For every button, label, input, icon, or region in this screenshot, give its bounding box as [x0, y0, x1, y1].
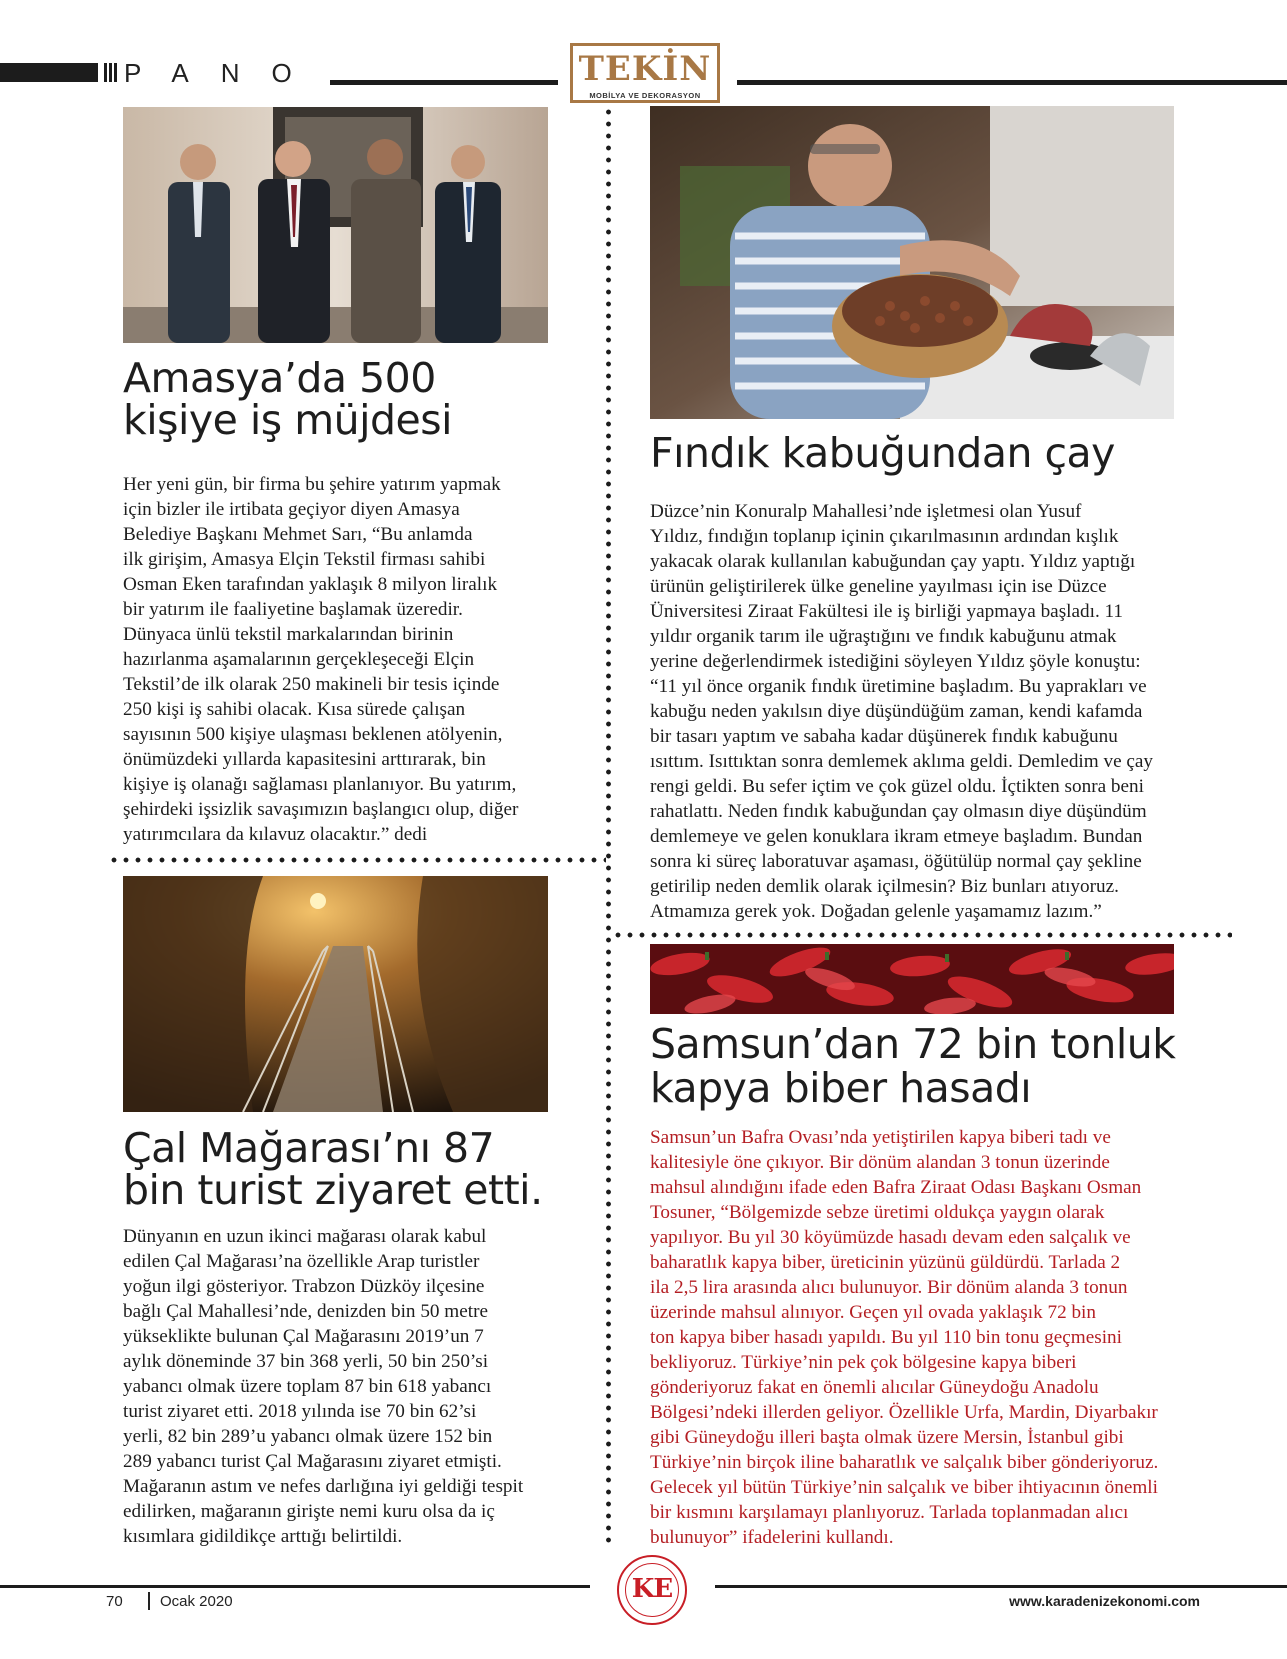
- text-line: Türkiye’nin birçok iline baharatlık ve salçalık biber gönderiyoruz.: [650, 1452, 1159, 1473]
- red-peppers-photo: [650, 944, 1174, 1014]
- row-divider-left: [108, 857, 606, 863]
- text-line: yabancı olmak üzere toplam 87 bin 618 yabancı: [123, 1376, 492, 1397]
- text-line: yerine değerlendirmek istediğini söyleyen Yıldız şöyle konuştu:: [650, 651, 1141, 672]
- article-title-amasya: [123, 354, 453, 444]
- text-line: rahatlattı. Neden fındık kabuğundan çay olmasın diye düşündüm: [650, 801, 1147, 822]
- text-line: şehirdeki işsizlik savaşımızın başlangıcı olup, diğer: [123, 799, 519, 820]
- article-title-samsun: [650, 1022, 1176, 1110]
- text-line: Düzce’nin Konuralp Mahallesi’nde işletmesi olan Yusuf: [650, 501, 1082, 522]
- text-line: yakacak olarak kullanılan kabuğundan çay yaptı. Yıldız yaptığı: [650, 551, 1136, 572]
- text-line: yapılıyor. Bu yıl 30 köyümüzde hasadı devam eden salçalık ve: [650, 1227, 1131, 1248]
- footer-rule-left: [0, 1585, 590, 1588]
- article-body-amasya: [123, 472, 518, 847]
- text-line: demlemeye ve gelen konuklara ikram etmeye başladım. Bundan: [650, 826, 1143, 847]
- text-line: Tekstil’de ilk olarak 250 makineli bir tesis içinde: [123, 674, 500, 695]
- logo-tagline: MOBİLYA VE DEKORASYON: [589, 91, 701, 100]
- footer-rule-right: [715, 1585, 1287, 1588]
- text-line: bulunuyor” ifadelerini kullandı.: [650, 1527, 894, 1548]
- row-divider-right: [612, 932, 1232, 938]
- text-line: edilen Çal Mağarası’na özellikle Arap turistler: [123, 1251, 480, 1272]
- badge-text: KE: [631, 1574, 673, 1604]
- text-line: Osman Eken tarafından yaklaşık 8 milyon liralık: [123, 574, 498, 595]
- text-line: kabuğu neden yakılsın diye düşündüğüm zaman, kendi kafamda: [650, 701, 1143, 722]
- logo-wordmark: TEKİN: [578, 49, 712, 89]
- text-line: gönderiyoruz fakat en önemli alıcılar Güneydoğu Anadolu: [650, 1377, 1099, 1398]
- text-line: Atmamıza gerek yok. Doğadan gelenle yaşamamız lazım.”: [650, 901, 1102, 922]
- text-line: bağlı Çal Mahallesi’nde, denizden bin 50 metre: [123, 1301, 488, 1322]
- article-title-findik: [650, 429, 1115, 477]
- text-line: Tosuner, “Bölgemizde sebze üretimi oldukça yaygın olarak: [650, 1202, 1105, 1223]
- text-line: Dünyanın en uzun ikinci mağarası olarak kabul: [123, 1226, 487, 1247]
- text-line: 289 yabancı turist Çal Mağarasını ziyaret etmişti.: [123, 1451, 502, 1472]
- header-rule-left: [330, 80, 558, 85]
- text-line: bir yatırım ile faaliyetine başlamak üzeredir.: [123, 599, 463, 620]
- text-line: ısıttım. Isıttıktan sonra demlemek aklıma geldi. Demledim ve çay: [650, 751, 1154, 772]
- column-divider: [606, 106, 611, 1546]
- text-line: bekliyoruz. Türkiye’nin pek çok bölgesine kapya biberi: [650, 1352, 1077, 1373]
- text-line: için bizler ile irtibata geçiyor diyen Amasya: [123, 499, 460, 520]
- text-line: ila 2,5 lira arasında alıcı bulunuyor. Bir dönüm alanda 3 tonun: [650, 1277, 1128, 1298]
- title-line: Fındık kabuğundan çay: [650, 429, 1115, 477]
- amasya-group-photo: [123, 107, 548, 343]
- page-number: 70: [106, 1593, 123, 1610]
- title-line: kişiye iş müjdesi: [123, 396, 453, 444]
- text-line: kalitesiyle öne çıkıyor. Bir dönüm alandan 3 tonun üzerinde: [650, 1152, 1110, 1173]
- text-line: sayısının 500 kişiye ulaşması beklenen atölyenin,: [123, 724, 503, 745]
- hazelnut-tea-photo: [650, 106, 1174, 419]
- cave-walkway-photo: [123, 876, 548, 1112]
- text-line: önümüzdeki yıllarda kapasitesini arttırarak, bin: [123, 749, 486, 770]
- text-line: kısımlara gidildikçe arttığı belirtildi.: [123, 1526, 403, 1547]
- text-line: bir kısmını karşılamayı planlıyoruz. Tarlada toplanmadan alıcı: [650, 1502, 1129, 1523]
- header-bar-left: [0, 63, 98, 82]
- text-line: Belediye Başkanı Mehmet Sarı, “Bu anlamda: [123, 524, 473, 545]
- text-line: yükseklikte bulunan Çal Mağarasını 2019’un 7: [123, 1326, 484, 1347]
- text-line: ilk girişim, Amasya Elçin Tekstil firması sahibi: [123, 549, 486, 570]
- text-line: sonra ki süreç laboratuvar aşaması, öğütülüp normal çay şekline: [650, 851, 1142, 872]
- text-line: Gelecek yıl bütün Türkiye’nin salçalık ve biber ihtiyacının önemli: [650, 1477, 1158, 1498]
- text-line: 250 kişi iş sahibi olacak. Kısa sürede çalışan: [123, 699, 466, 720]
- text-line: yatırımcılara da kılavuz olacaktır.” dedi: [123, 824, 428, 845]
- text-line: ton kapya biber hasadı yapıldı. Bu yıl 110 bin tonu geçmesini: [650, 1327, 1122, 1348]
- text-line: hazırlanma aşamalarının gerçekleşeceği Elçin: [123, 649, 475, 670]
- text-line: aylık döneminde 37 bin 368 yerli, 50 bin 250’si: [123, 1351, 489, 1372]
- article-body-cave: [123, 1224, 523, 1549]
- text-line: yıldır organik tarım ile uğraştığını ve fındık kabuğunu atmak: [650, 626, 1117, 647]
- text-line: edilirken, mağaranın girişte nemi kuru olsa da iç: [123, 1501, 495, 1522]
- text-line: Her yeni gün, bir firma bu şehire yatırım yapmak: [123, 474, 501, 495]
- text-line: bir tasarı yaptım ve sabaha kadar düşünerek fındık kabuğunu: [650, 726, 1118, 747]
- text-line: baharatlık kapya biber, üreticinin yüzünü güldürdü. Tarlada 2: [650, 1252, 1121, 1273]
- footer-separator: [148, 1592, 150, 1610]
- text-line: kişiye iş olanağı sağlaması planlanıyor. Bu yatırım,: [123, 774, 517, 795]
- text-line: turist ziyaret etti. 2018 yılında ise 70 bin 62’si: [123, 1401, 477, 1422]
- text-line: gibi Güneydoğu illeri başta olmak üzere Mersin, İstanbul gibi: [650, 1427, 1124, 1448]
- text-line: mahsul alındığını ifade eden Bafra Ziraat Odası Başkanı Osman: [650, 1177, 1142, 1198]
- article-title-cave: [123, 1124, 543, 1214]
- text-line: Üniversitesi Ziraat Fakültesi ile iş birliği yapmaya başladı. 11: [650, 601, 1124, 622]
- title-line: Çal Mağarası’nı 87: [123, 1124, 495, 1172]
- text-line: getirilip neden demlik olarak içilmesin? Biz bunları atıyoruz.: [650, 876, 1119, 897]
- ke-logo-badge: [617, 1555, 687, 1625]
- article-body-samsun: [650, 1125, 1158, 1550]
- text-line: yerli, 82 bin 289’u yabancı olmak üzere 152 bin: [123, 1426, 493, 1447]
- text-line: Samsun’un Bafra Ovası’nda yetiştirilen kapya biberi tadı ve: [650, 1127, 1111, 1148]
- article-body-findik: [650, 499, 1153, 924]
- issue-date: Ocak 2020: [160, 1593, 233, 1610]
- text-line: rengi geldi. Bu sefer içtim ve çok güzel oldu. İçtikten sonra beni: [650, 776, 1144, 797]
- title-line: Amasya’da 500: [123, 354, 436, 402]
- title-line: bin turist ziyaret etti.: [123, 1166, 543, 1214]
- section-label: PANO: [124, 58, 324, 88]
- tekin-logo: [570, 43, 720, 103]
- text-line: Mağaranın astım ve nefes darlığına iyi geldiği tespit: [123, 1476, 524, 1497]
- text-line: Bölgesi’ndeki illerden geliyor. Özellikle Urfa, Mardin, Diyarbakır: [650, 1402, 1158, 1423]
- title-line: Samsun’dan 72 bin tonluk: [650, 1020, 1176, 1068]
- text-line: Dünyaca ünlü tekstil markalarından birinin: [123, 624, 454, 645]
- text-line: “11 yıl önce organik fındık üretimine başladım. Bu yaprakları ve: [650, 676, 1147, 697]
- title-line: kapya biber hasadı: [650, 1064, 1032, 1112]
- header-rule-right: [737, 80, 1287, 85]
- text-line: üzerinde mahsul alınıyor. Geçen yıl ovada yaklaşık 72 bin: [650, 1302, 1096, 1323]
- header-stripes: [104, 63, 118, 82]
- text-line: ürünün geliştirilerek ülke geneline yayılması için ise Düzce: [650, 576, 1107, 597]
- text-line: Yıldız, fındığın toplanıp içinin çıkarılmasının ardından kışlık: [650, 526, 1119, 547]
- website-link[interactable]: www.karadenizekonomi.com: [1009, 1593, 1200, 1609]
- text-line: yoğun ilgi gösteriyor. Trabzon Düzköy ilçesine: [123, 1276, 485, 1297]
